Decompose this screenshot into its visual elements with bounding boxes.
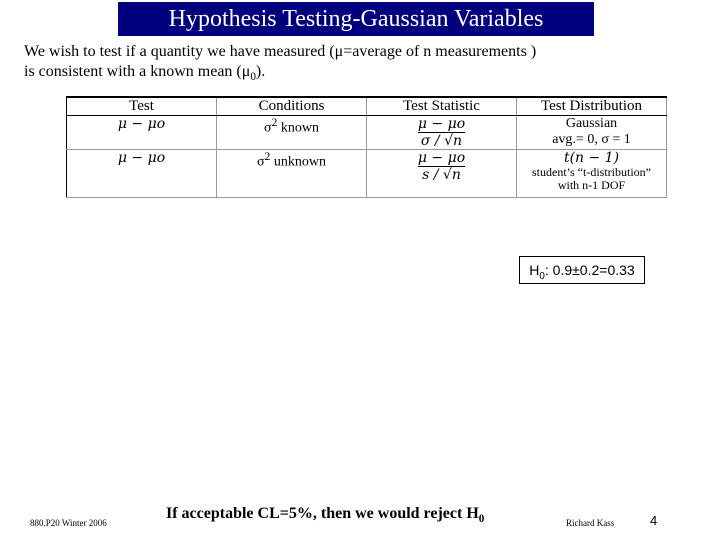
intro-line-2: [24, 62, 714, 87]
intro-line-2-start: is consistent with a known mean (: [24, 63, 242, 80]
condition-text: unknown: [270, 154, 326, 170]
slide-title: Hypothesis Testing-Gaussian Variables: [118, 2, 594, 36]
conclusion-main: If acceptable CL=5%, then we would reject H: [166, 505, 479, 522]
h0-label: H: [529, 262, 540, 278]
statistic-denominator: σ / √n: [418, 132, 465, 149]
statistic-numerator: μ − μo: [417, 116, 466, 132]
cell-test: [67, 150, 217, 198]
condition-sup: 2: [271, 116, 278, 129]
test-table: [66, 96, 667, 198]
table-row: [67, 116, 667, 150]
conclusion-text: [166, 505, 484, 525]
page-number: 4: [650, 513, 658, 528]
distribution-params: avg.= 0, σ = 1: [552, 132, 631, 147]
cell-statistic: [367, 116, 517, 150]
header-test-statistic: Test Statistic: [367, 97, 517, 116]
condition-sup: 2: [264, 150, 271, 163]
cell-statistic: [367, 150, 517, 198]
cell-condition: [217, 150, 367, 198]
intro-line-1-start: We wish to test if a quantity we have measured (: [24, 43, 335, 60]
footer-author: Richard Kass: [566, 518, 615, 528]
intro-text: [24, 42, 714, 87]
cell-distribution: [517, 116, 667, 150]
condition-text: known: [277, 120, 319, 136]
distribution-name: Gaussian: [565, 116, 618, 131]
statistic-denominator: s / √n: [418, 166, 465, 183]
sigma-symbol: σ: [264, 120, 272, 136]
statistic-fraction: [418, 116, 465, 149]
distribution-dof: with n-1 DOF: [557, 178, 626, 192]
sigma-symbol: σ: [257, 154, 265, 170]
intro-line-1-end: =average of n measurements ): [343, 43, 537, 60]
test-expression: μ − μo: [117, 116, 166, 132]
mu-symbol: μ: [241, 63, 251, 80]
statistic-fraction: [418, 150, 465, 183]
h0-subscript: 0: [539, 270, 545, 282]
header-conditions: Conditions: [217, 97, 367, 116]
cell-test: [67, 116, 217, 150]
table-header-row: [67, 97, 667, 116]
h0-result-box: [519, 256, 645, 284]
distribution-name: t(n − 1): [563, 150, 620, 166]
header-test: Test: [67, 97, 217, 116]
footer-course: 880.P20 Winter 2006: [30, 518, 107, 528]
statistic-numerator: μ − μo: [417, 150, 466, 166]
table-row: [67, 150, 667, 198]
distribution-description: student’s “t-distribution”: [532, 165, 651, 179]
test-expression: μ − μo: [117, 150, 166, 166]
cell-distribution: [517, 150, 667, 198]
intro-line-2-end: ).: [255, 63, 266, 80]
header-test-distribution: Test Distribution: [517, 97, 667, 116]
conclusion-subscript: 0: [478, 513, 485, 526]
mu-symbol: μ: [334, 43, 344, 60]
h0-value: : 0.9±0.2=0.33: [544, 262, 635, 278]
intro-line-1: [24, 42, 714, 62]
mu-subscript: 0: [250, 71, 256, 84]
cell-condition: [217, 116, 367, 150]
